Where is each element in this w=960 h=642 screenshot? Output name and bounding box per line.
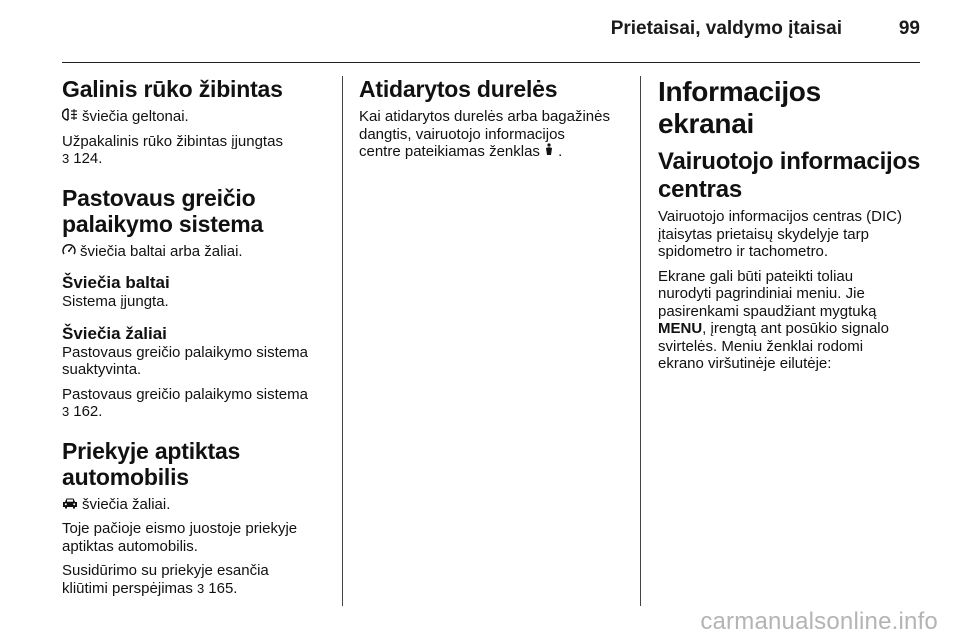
page-reference[interactable]: 124. [73, 150, 103, 167]
column-divider [342, 76, 343, 606]
cruise-control-icon [62, 243, 76, 261]
column-2 [359, 76, 631, 606]
subsection-title-white: Šviečia baltai [62, 273, 170, 292]
page-reference[interactable]: 165. [208, 579, 238, 597]
subsection-title-green: Šviečia žaliai [62, 323, 167, 343]
paragraph: Toje pačioje eismo juostoje priekyje aptiktas automobilis. [62, 520, 298, 555]
column-3 [658, 76, 922, 606]
column-divider [640, 76, 641, 606]
page-number: 99 [898, 18, 920, 39]
section-title-info-displays: Informacijos ekranai [658, 76, 821, 139]
page-reference[interactable]: 162. [73, 403, 103, 420]
reference-arrow-icon: 3 [197, 580, 205, 596]
paragraph: Sistema įjungta. [62, 293, 169, 310]
vehicle-ahead-icon [62, 496, 78, 514]
paragraph: Ekrane gali būti pateikti toliau nurodyti pagrindiniai meniu. Jie pasirenkami spaudžiant mygtuką MENU, įrengtą ant posūkio signalo svirtelės. Meniu ženklai rodomi ekrano viršutinėje eilutėje: [658, 267, 889, 372]
paragraph: šviečia žaliai. [62, 496, 334, 514]
reference-arrow-icon: 3 [62, 404, 70, 419]
reference-arrow-icon: 3 [62, 151, 70, 166]
header-rule [62, 62, 920, 63]
header-title: Prietaisai, valdymo įtaisai [610, 18, 842, 39]
paragraph: Susidūrimo su priekyje esančia kliūtimi perspėjimas 3 165. [62, 562, 269, 597]
section-title-cruise-control: Pastovaus greičio palaikymo sistema [62, 184, 264, 237]
page-header [62, 18, 920, 46]
section-title-rear-fog: Galinis rūko žibintas [62, 76, 283, 102]
paragraph: Kai atidarytos durelės arba bagažinės dangtis, vairuotojo informacijos centre pateikiamas ženklas . [359, 108, 610, 160]
paragraph: Užpakalinis rūko žibintas įjungtas 3 124. [62, 132, 283, 167]
column-1 [62, 76, 334, 606]
subsection-title-dic: Vairuotojo informacijos centras [658, 148, 921, 203]
paragraph: šviečia geltonai. [62, 108, 334, 126]
section-title-door-open: Atidarytos durelės [359, 76, 558, 102]
paragraph: Pastovaus greičio palaikymo sistema 3 162. [62, 385, 308, 420]
paragraph: Pastovaus greičio palaikymo sistema suaktyvinta. [62, 343, 308, 378]
paragraph: šviečia baltai arba žaliai. [62, 243, 334, 261]
paragraph: Vairuotojo informacijos centras (DIC) įtaisytas prietaisų skydelyje tarp spidometro ir tachometro. [658, 208, 902, 260]
menu-button-label: MENU [658, 320, 703, 337]
section-title-vehicle-ahead: Priekyje aptiktas automobilis [62, 437, 241, 490]
door-open-icon [544, 143, 554, 161]
rear-fog-lamp-icon [62, 108, 78, 126]
watermark: carmanualsonline.info [700, 608, 938, 635]
